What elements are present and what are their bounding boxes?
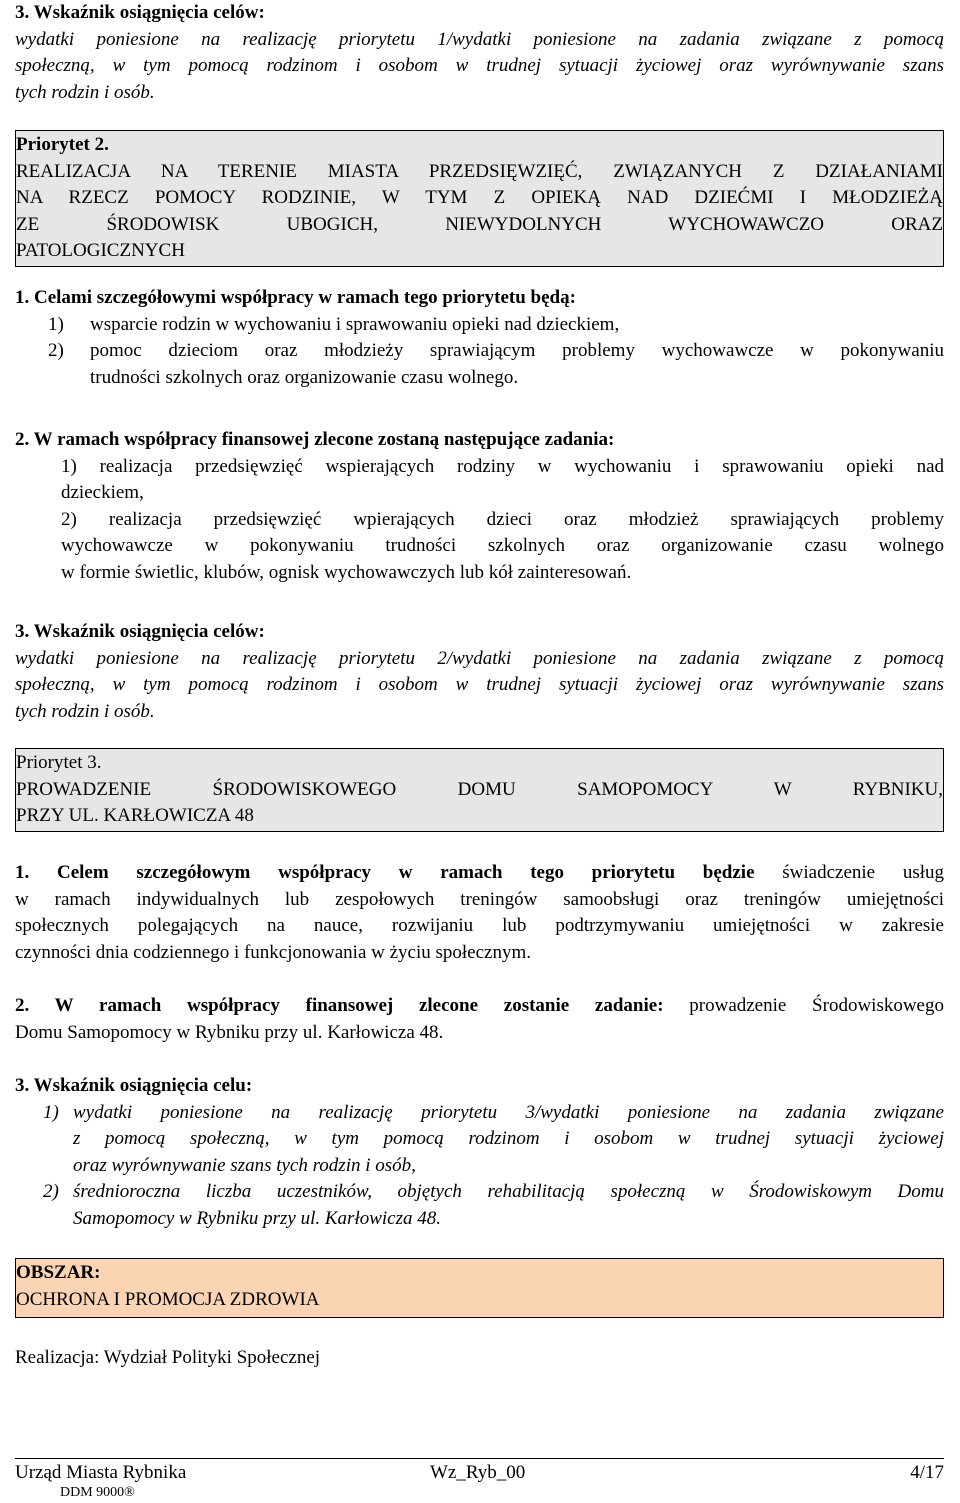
indicator-priority-1: [15, 0, 944, 106]
list-item-text: w formie świetlic, klubów, ognisk wychowawczych lub kół zainteresowań.: [61, 561, 632, 583]
goal-text-part: świadczenie usług: [782, 862, 944, 883]
indicator-heading: 3. Wskaźnik osiągnięcia celów:: [15, 2, 265, 23]
realization: [15, 1345, 944, 1372]
indicator-line: tych rodzin i osób.: [15, 700, 155, 722]
footer-sub: DDM 9000®: [60, 1485, 135, 1500]
list-item-number: 1): [43, 1101, 59, 1123]
list-item-text: wychowawcze w pokonywaniu trudności szkolnych oraz organizowanie czasu wolnego: [61, 535, 944, 556]
list-item-text: pomoc dzieciom oraz młodzieży sprawiającym problemy wychowawcze w pokonywaniu: [90, 340, 944, 361]
list-item-text: wydatki poniesione na realizację priorytetu 3/wydatki poniesione na zadania związane: [73, 1101, 944, 1123]
list-item-text: dzieckiem,: [61, 482, 144, 503]
indicator-line: wydatki poniesione na realizację priorytetu 2/wydatki poniesione na zadania związane z pomocą: [15, 647, 944, 669]
task-text-part: prowadzenie Środowiskowego: [689, 995, 944, 1016]
goal-first-line: [15, 860, 944, 887]
goals-heading: 1. Celami szczegółowymi współpracy w ramach tego priorytetu będą:: [15, 287, 576, 308]
indicator-heading: 3. Wskaźnik osiągnięcia celów:: [15, 621, 265, 642]
list-item-number: 1): [61, 455, 77, 477]
list-item-text-part: realizacja przedsięwzięć wpierających dzieci oraz młodzież sprawiających problemy: [108, 508, 944, 530]
priority-2-tasks: [15, 427, 944, 586]
task-first-line: [15, 993, 944, 1020]
area-title: OCHRONA I PROMOCJA ZDROWIA: [16, 1288, 320, 1310]
footer-divider: [15, 1458, 944, 1459]
indicator-priority-3: [15, 1073, 944, 1232]
tasks-heading: 2. W ramach współpracy finansowej zlecone zostaną następujące zadania:: [15, 429, 615, 450]
priority-2-box: [15, 130, 944, 267]
priority-3-task: [15, 993, 944, 1046]
list-item-text: [61, 454, 944, 481]
priority-3-box: [15, 748, 944, 832]
list-item-text-part: realizacja przedsięwzięć wspierających rodziny w wychowaniu i sprawowaniu opieki nad: [99, 455, 944, 477]
list-item-text: trudności szkolnych oraz organizowanie czasu wolnego.: [90, 366, 519, 388]
list-item-text: z pomocą społeczną, w tym pomocą rodzinom i osobom w trudnej sytuacji życiowej: [73, 1128, 944, 1149]
indicator-line: tych rodzin i osób.: [15, 81, 155, 103]
list-item: [15, 1179, 944, 1232]
list-item-text: Samopomocy w Rybniku przy ul. Karłowicza 48.: [73, 1207, 442, 1229]
list-item-number: 2): [43, 1181, 59, 1202]
goal-heading: 1. Celem szczegółowym współpracy w ramach tego priorytetu będzie: [15, 862, 755, 883]
priority-label: Priorytet 2.: [16, 134, 109, 155]
goal-line: w ramach indywidualnych lub zespołowych treningów samoobsługi oraz treningów umiejętności: [15, 888, 944, 910]
task-heading: 2. W ramach współpracy finansowej zlecone zostanie zadanie:: [15, 995, 664, 1016]
priority-title-line: REALIZACJA NA TERENIE MIASTA PRZEDSIĘWZIĘĆ, ZWIĄZANYCH Z DZIAŁANIAMI: [16, 160, 943, 182]
indicator-line: społeczną, w tym pomocą rodzinom i osobom w trudnej sytuacji życiowej oraz wyrównywanie szans: [15, 674, 944, 695]
goal-line: czynności dnia codziennego i funkcjonowania w życiu społecznym.: [15, 941, 531, 963]
priority-title-line: PROWADZENIE ŚRODOWISKOWEGO DOMU SAMOPOMOCY W RYBNIKU,: [16, 778, 943, 800]
indicator-line: wydatki poniesione na realizację priorytetu 1/wydatki poniesione na zadania związane z pomocą: [15, 28, 944, 50]
list-item-number: 2): [61, 508, 77, 530]
footer-page-number: 4/17: [910, 1462, 944, 1483]
priority-label: Priorytet 3.: [16, 752, 102, 773]
list-item-text: wsparcie rodzin w wychowaniu i sprawowaniu opieki nad dzieckiem,: [90, 313, 620, 335]
list-item-text: oraz wyrównywanie szans tych rodzin i osób,: [73, 1154, 416, 1176]
priority-3-goal: [15, 860, 944, 966]
list-item: [15, 507, 944, 587]
priority-title-line: PATOLOGICZNYCH: [16, 240, 185, 261]
priority-title-line: ZE ŚRODOWISK UBOGICH, NIEWYDOLNYCH WYCHOWAWCZO ORAZ: [16, 213, 943, 235]
list-item: [15, 454, 944, 507]
list-item-number: 2): [48, 340, 64, 361]
indicator-line: społeczną, w tym pomocą rodzinom i osobom w trudnej sytuacji życiowej oraz wyrównywanie szans: [15, 55, 944, 76]
goal-line: społecznych polegających na nauce, rozwijaniu lub podtrzymywaniu umiejętności w zakresie: [15, 915, 944, 936]
footer-center: Wz_Ryb_00: [430, 1462, 526, 1483]
list-item: [15, 338, 944, 391]
list-item-text: średnioroczna liczba uczestników, objętych rehabilitacją społeczną w Środowiskowym Domu: [73, 1181, 944, 1202]
list-item: [15, 312, 944, 339]
area-box: [15, 1258, 944, 1318]
indicator-priority-2: [15, 619, 944, 725]
list-item-number: 1): [48, 313, 64, 335]
indicator-heading: 3. Wskaźnik osiągnięcia celu:: [15, 1075, 253, 1096]
task-line: Domu Samopomocy w Rybniku przy ul. Karłowicza 48.: [15, 1021, 444, 1043]
priority-title-line: NA RZECZ POMOCY RODZINIE, W TYM Z OPIEKĄ NAD DZIEĆMI I MŁODZIEŻĄ: [16, 187, 943, 208]
priority-2-goals: [15, 285, 944, 391]
area-label: OBSZAR:: [16, 1262, 101, 1283]
priority-title-line: PRZY UL. KARŁOWICZA 48: [16, 805, 254, 826]
list-item-text: [61, 507, 944, 534]
footer-left: Urząd Miasta Rybnika: [15, 1462, 187, 1483]
list-item: [15, 1100, 944, 1180]
realization-text: Realizacja: Wydział Polityki Społecznej: [15, 1347, 321, 1368]
